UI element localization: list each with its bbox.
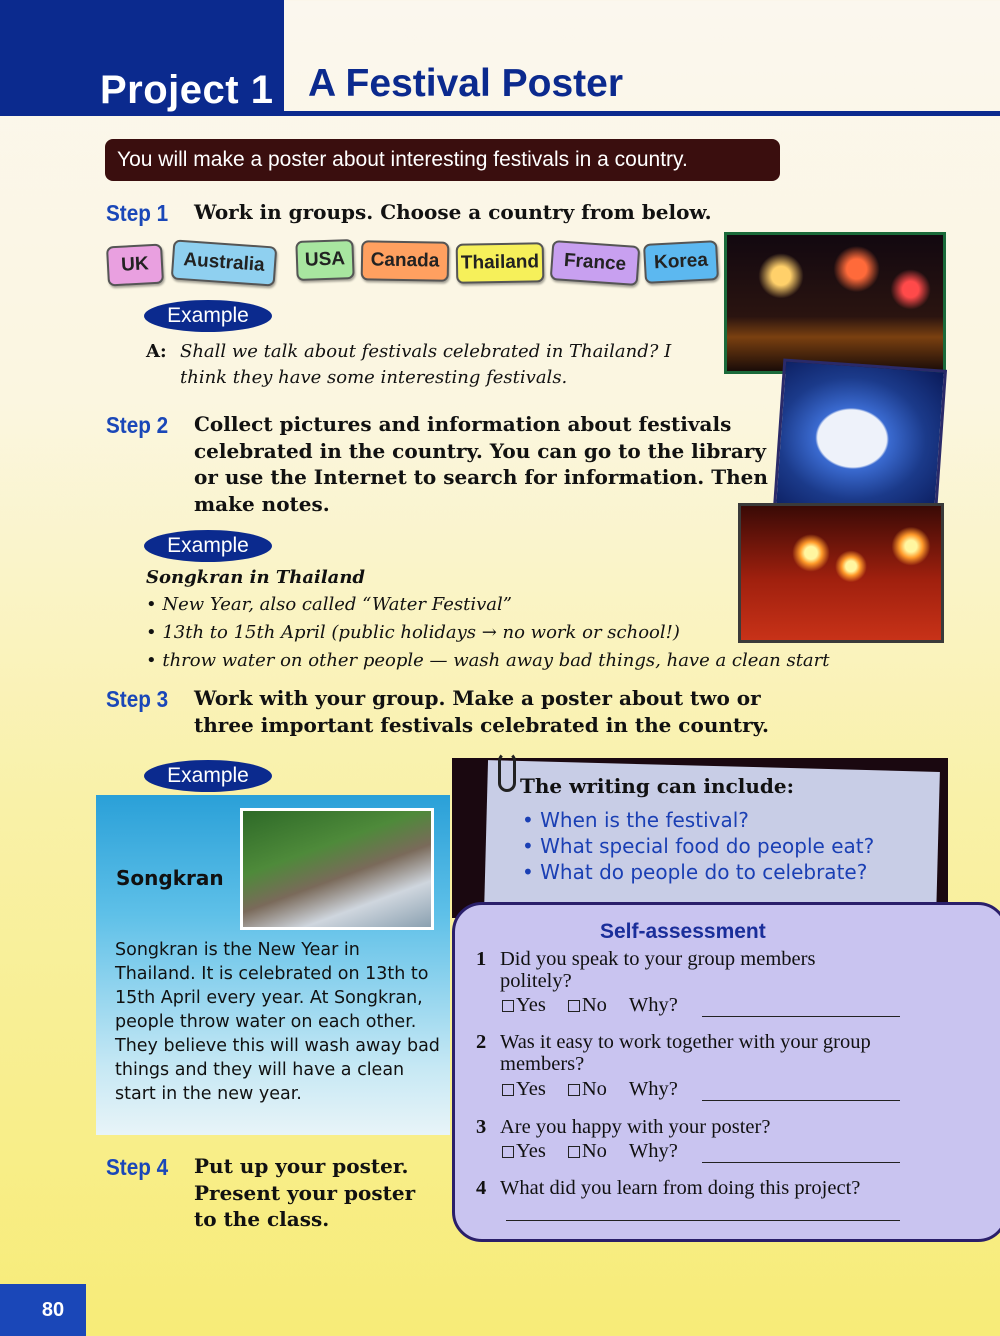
question-number: 4 xyxy=(476,1177,487,1199)
answer-options xyxy=(502,1078,678,1101)
writing-item: • What do people do to celebrate? xyxy=(522,860,868,884)
why-label: Why? xyxy=(628,994,678,1016)
country-tag-thailand: Thailand xyxy=(456,242,545,284)
yes-checkbox[interactable] xyxy=(502,1146,514,1158)
no-label: No xyxy=(581,1078,607,1100)
yes-label: Yes xyxy=(516,994,546,1016)
notes-bullet: • New Year, also called “Water Festival” xyxy=(146,594,512,615)
country-tag-australia: Australia xyxy=(171,239,278,286)
no-checkbox[interactable] xyxy=(568,1084,580,1096)
no-checkbox[interactable] xyxy=(568,1146,580,1158)
country-tag-canada: Canada xyxy=(361,240,450,282)
step-4-label: Step 4 xyxy=(106,1154,169,1180)
yes-checkbox[interactable] xyxy=(502,1084,514,1096)
songkran-photo xyxy=(240,808,434,930)
notes-bullet: • throw water on other people — wash away bad things, have a clean start xyxy=(146,650,830,671)
why-label: Why? xyxy=(628,1140,678,1162)
why-label: Why? xyxy=(628,1078,678,1100)
writing-item: • What special food do people eat? xyxy=(522,834,875,858)
page-number: 80 xyxy=(41,1299,65,1321)
answer-line[interactable] xyxy=(702,1162,900,1163)
example-badge: Example xyxy=(144,760,272,792)
step-1-label: Step 1 xyxy=(106,200,169,226)
question-number: 2 xyxy=(476,1031,487,1053)
header-rule xyxy=(284,111,1000,116)
question-number: 1 xyxy=(476,948,487,970)
country-tag-korea: Korea xyxy=(643,240,719,284)
candles-photo xyxy=(738,503,944,643)
question-text: What did you learn from doing this project? xyxy=(500,1177,861,1199)
example-badge: Example xyxy=(144,530,272,562)
yes-label: Yes xyxy=(516,1140,546,1162)
question-text: Are you happy with your poster? xyxy=(500,1116,771,1138)
country-tag-usa: USA xyxy=(295,239,354,281)
answer-line[interactable] xyxy=(702,1016,900,1017)
no-label: No xyxy=(581,1140,607,1162)
paperclip-icon xyxy=(498,752,516,792)
question-text: Was it easy to work together with your group members? xyxy=(500,1031,871,1075)
step-1-text: Work in groups. Choose a country from below. xyxy=(194,200,712,224)
notes-title: Songkran in Thailand xyxy=(146,567,365,588)
sugar-skull-photo xyxy=(773,358,947,519)
example-speaker: A: xyxy=(146,341,167,362)
page-title: A Festival Poster xyxy=(308,62,624,105)
fireworks-photo xyxy=(724,232,946,374)
example-dialogue: Shall we talk about festivals celebrated in Thailand? I think they have some interesting festivals. xyxy=(180,341,672,388)
answer-line[interactable] xyxy=(702,1100,900,1101)
answer-options xyxy=(502,1140,678,1163)
step-4-text: Put up your poster. Present your poster to the class. xyxy=(194,1154,416,1231)
step-3-label: Step 3 xyxy=(106,686,169,712)
step-3-text: Work with your group. Make a poster about two or three important festivals celebrated in the country. xyxy=(194,686,769,737)
step-2-label: Step 2 xyxy=(106,412,169,438)
country-tag-uk: UK xyxy=(106,244,164,287)
no-label: No xyxy=(581,994,607,1016)
answer-options xyxy=(502,994,678,1017)
notes-bullet: • 13th to 15th April (public holidays → no work or school!) xyxy=(146,622,680,643)
no-checkbox[interactable] xyxy=(568,1000,580,1012)
yes-label: Yes xyxy=(516,1078,546,1100)
intro-banner: You will make a poster about interesting festivals in a country. xyxy=(105,139,780,181)
question-number: 3 xyxy=(476,1116,487,1138)
step-2-text: Collect pictures and information about festivals celebrated in the country. You can go to the library or use the Internet to search for information. Then make notes. xyxy=(194,412,768,516)
question-text: Did you speak to your group members politely? xyxy=(500,948,816,992)
self-assessment-title: Self-assessment xyxy=(600,920,766,943)
writing-item: • When is the festival? xyxy=(522,808,749,832)
sample-text: Songkran is the New Year in Thailand. It is celebrated on 13th to 15th April every year. At Songkran, people throw water on each other. They believe this will wash away bad things and they will have a clean start in the new year. xyxy=(115,940,440,1104)
sample-title: Songkran xyxy=(116,866,224,890)
project-number: Project 1 xyxy=(100,68,274,112)
answer-line[interactable] xyxy=(506,1220,900,1221)
example-badge: Example xyxy=(144,300,272,332)
writing-heading: The writing can include: xyxy=(520,774,794,798)
yes-checkbox[interactable] xyxy=(502,1000,514,1012)
country-tag-france: France xyxy=(550,240,641,286)
